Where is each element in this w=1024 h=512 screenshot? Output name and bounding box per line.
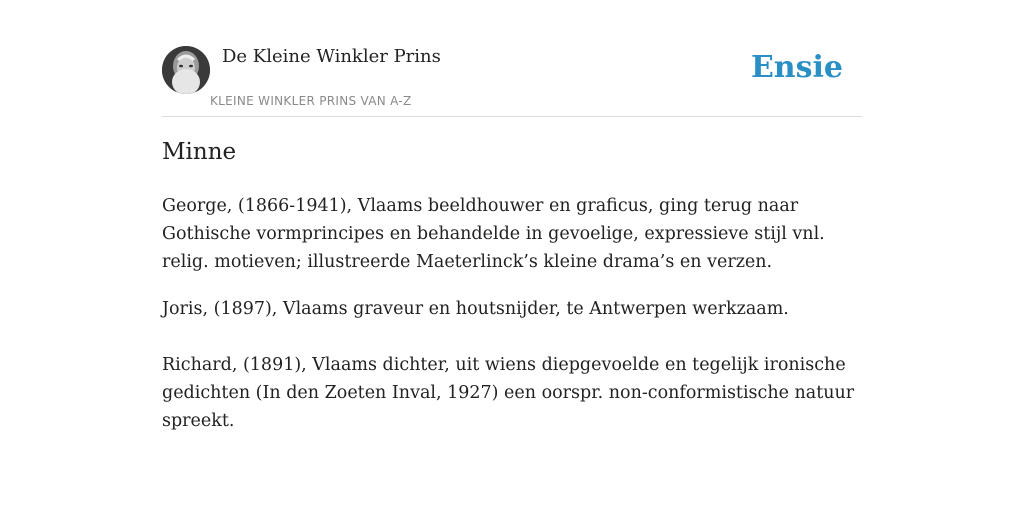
entry-paragraph: George, (1866-1941), Vlaams beeldhouwer en graficus, ging terug naar Gothische vormprincipes en behandelde in gevoelige, expressieve stijl vnl. relig. motieven; illustreerde Maeterlinck’s kleine drama’s en verzen. <box>162 196 825 272</box>
entry-paragraph: Richard, (1891), Vlaams dichter, uit wiens diepgevoelde en tegelijk ironische gedichten (In den Zoeten Inval, 1927) een oorspr. non-conformistische natuur spreekt. <box>162 355 855 431</box>
source-header <box>162 0 862 117</box>
page-container <box>162 0 862 512</box>
source-title[interactable]: De Kleine Winkler Prins <box>222 46 441 67</box>
entry-paragraph: Joris, (1897), Vlaams graveur en houtsnijder, te Antwerpen werkzaam. <box>162 299 789 319</box>
source-subtitle: KLEINE WINKLER PRINS VAN A-Z <box>210 94 412 108</box>
entry-title: Minne <box>162 139 237 165</box>
portrait-image <box>162 46 210 94</box>
ensie-logo-link[interactable]: Ensie <box>750 50 843 85</box>
source-avatar[interactable] <box>162 46 210 94</box>
